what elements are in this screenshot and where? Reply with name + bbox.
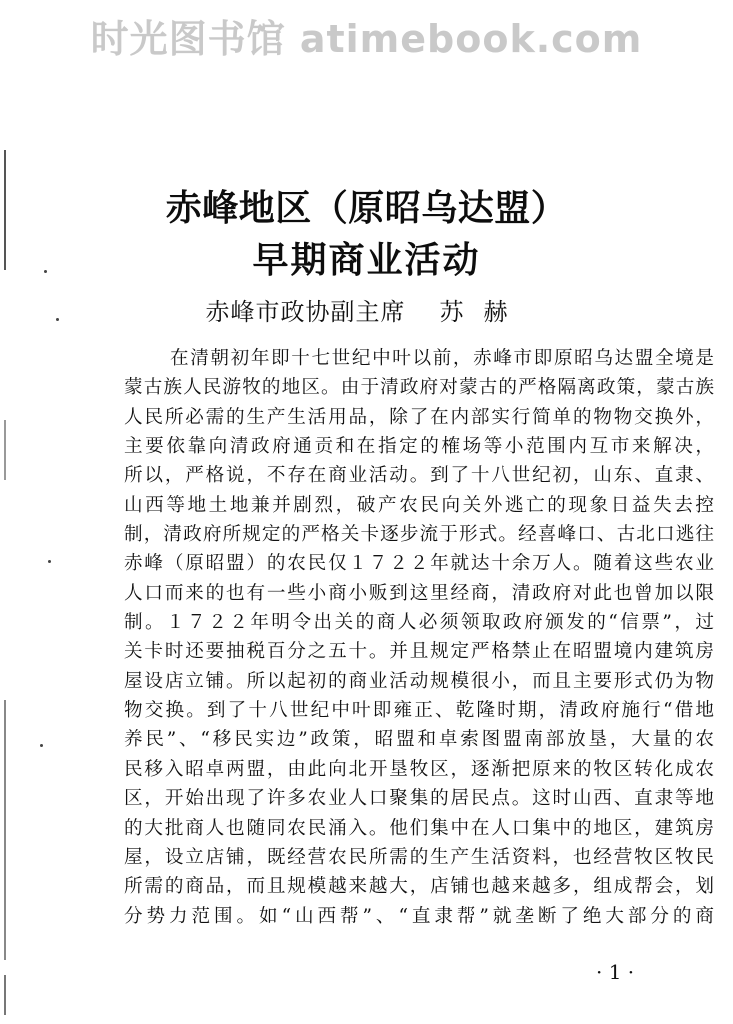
article-title-line2: 早期商业活动 xyxy=(252,240,481,281)
body-line: 屋，设立店铺，既经营农民所需的生产生活资料，也经营牧区牧民 xyxy=(124,846,714,868)
binding-mark xyxy=(4,700,6,960)
body-line: 养民”、“移民实边”政策，昭盟和卓索图盟南部放垦，大量的农 xyxy=(124,729,714,751)
body-line: 赤峰（原昭盟）的农民仅１７２２年就达十余万人。随着这些农业 xyxy=(124,553,714,575)
body-line: 物交换。到了十八世纪中叶即雍正、乾隆时期，清政府施行“借地 xyxy=(124,700,714,722)
body-line: 屋设店立铺。所以起初的商业活动规模很小，而且主要形式仍为物 xyxy=(124,670,714,692)
body-line: 的大批商人也随同农民涌入。他们集中在人口集中的地区，建筑房 xyxy=(124,817,714,839)
body-line: 山西等地土地兼并剧烈，破产农民向关外逃亡的现象日益失去控 xyxy=(124,494,714,516)
body-line: 所需的商品，而且规模越来越大，店铺也越来越多，组成帮会，划 xyxy=(124,876,714,898)
body-line: 在清朝初年即十七世纪中叶以前，赤峰市即原昭乌达盟全境是 xyxy=(170,348,714,369)
watermark: 时光图书馆 atimebook.com xyxy=(90,17,643,61)
body-line: 人民所必需的生产生活用品，除了在内部实行简单的物物交换外， xyxy=(124,406,714,428)
body-line: 关卡时还要抽税百分之五十。并且规定严格禁止在昭盟境内建筑房 xyxy=(124,641,714,663)
body-line: 区，开始出现了许多农业人口聚集的居民点。这时山西、直隶等地 xyxy=(124,788,714,810)
body-line: 主要依靠向清政府通贡和在指定的榷场等小范围内互市来解决， xyxy=(124,436,714,458)
body-text xyxy=(124,344,714,931)
body-line: 制，清政府所规定的严格关卡逐步流于形式。经喜峰口、古北口逃往 xyxy=(124,524,714,546)
speck xyxy=(48,560,51,563)
author-role: 赤峰市政协副主席 xyxy=(205,298,406,326)
binding-mark xyxy=(4,975,6,1015)
body-line: 制。１７２２年明令出关的商人必须领取政府颁发的“信票”，过 xyxy=(124,612,714,634)
binding-mark xyxy=(4,420,6,480)
speck xyxy=(40,744,43,747)
author-name: 苏赫 xyxy=(439,298,528,326)
author-byline xyxy=(0,292,733,327)
body-line: 所以，严格说，不存在商业活动。到了十八世纪初，山东、直隶、 xyxy=(124,465,714,487)
page-number: · 1 · xyxy=(596,960,635,984)
body-line: 人口而来的也有一些小商小贩到这里经商，清政府对此也曾加以限 xyxy=(124,582,714,604)
body-line: 蒙古族人民游牧的地区。由于清政府对蒙古的严格隔离政策，蒙古族 xyxy=(124,377,714,399)
body-line: 民移入昭卓两盟，由此向北开垦牧区，逐渐把原来的牧区转化成农 xyxy=(124,758,714,780)
article-title-line1: 赤峰地区（原昭乌达盟） xyxy=(165,188,568,229)
body-line: 分势力范围。如“山西帮”、“直隶帮”就垄断了绝大部分的商 xyxy=(124,905,714,927)
